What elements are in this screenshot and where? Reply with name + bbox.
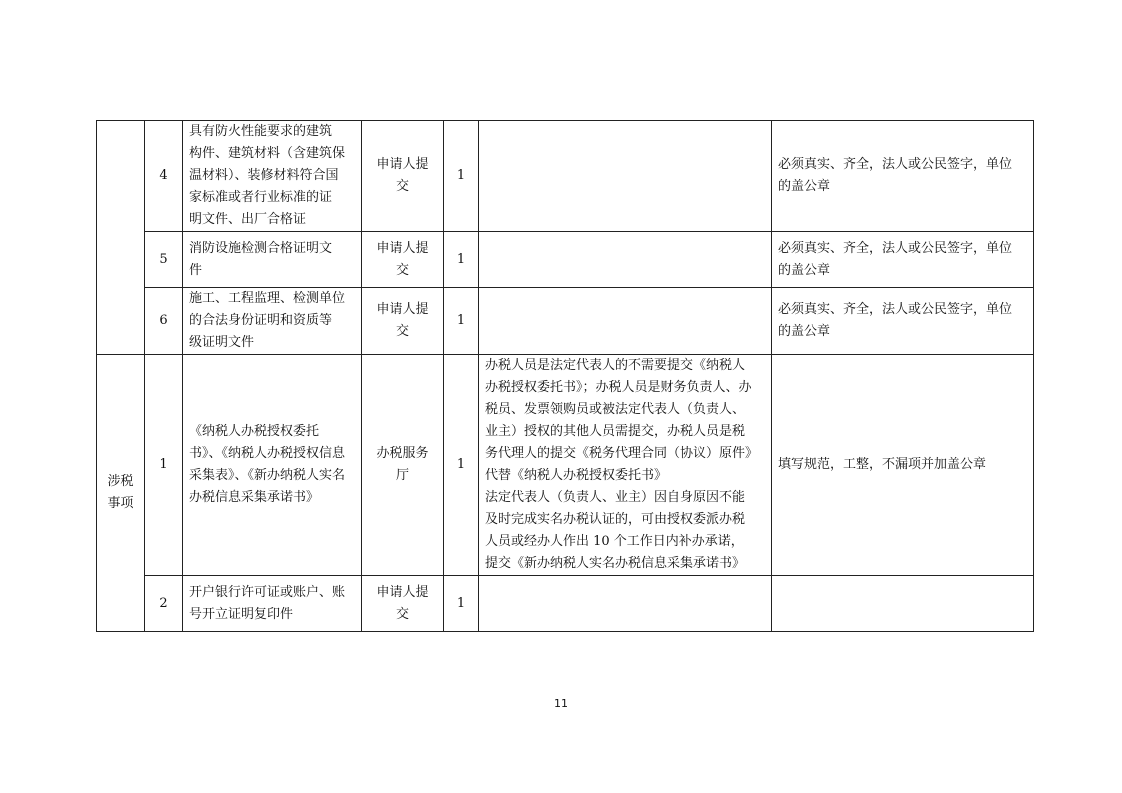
material-name-line: 采集表》、《新办纳税人实名	[189, 468, 346, 483]
material-note	[479, 576, 772, 632]
table-row	[97, 355, 1034, 576]
category-label-line: 事项	[107, 496, 134, 511]
copy-count: 1	[444, 121, 479, 232]
note-line: 代替《纳税人办税授权委托书》	[485, 468, 668, 483]
material-name-line: 明文件、出厂合格证	[189, 212, 307, 227]
material-source	[362, 121, 444, 232]
copy-count: 1	[444, 576, 479, 632]
note-line: 业主）授权的其他人员需提交，办税人员是税	[485, 424, 746, 439]
material-source-line: 办税服务	[376, 446, 429, 461]
material-requirement	[772, 288, 1034, 355]
requirement-line: 填写规范，工整，不漏项并加盖公章	[778, 457, 987, 472]
material-note	[479, 355, 772, 576]
note-line: 税员、发票领购员或被法定代表人（负责人、	[485, 402, 746, 417]
material-requirement	[772, 232, 1034, 288]
note-line: 办税授权委托书》；办税人员是财务负责人、办	[485, 380, 752, 395]
requirement-line: 必须真实、齐全，法人或公民签字，单位	[778, 157, 1013, 172]
row-number: 4	[145, 121, 183, 232]
material-name	[183, 355, 362, 576]
material-source-line: 厅	[395, 468, 409, 483]
table-row	[97, 288, 1034, 355]
material-name	[183, 232, 362, 288]
copy-count: 1	[444, 232, 479, 288]
requirement-line: 的盖公章	[778, 262, 831, 278]
category-cell-tax	[97, 355, 145, 632]
row-number: 2	[145, 576, 183, 632]
requirement-line: 的盖公章	[778, 324, 831, 339]
material-requirement	[772, 355, 1034, 576]
category-label-line: 涉税	[107, 474, 134, 489]
material-requirement	[772, 121, 1034, 232]
note-line: 提交《新办纳税人实名办税信息采集承诺书》	[485, 556, 746, 571]
category-cell-blank	[97, 121, 145, 355]
material-source-line: 交	[395, 262, 409, 278]
note-line: 人员或经办人作出 10 个工作日内补办承诺，	[485, 534, 744, 549]
material-name-line: 办税信息采集承诺书》	[189, 490, 320, 505]
row-number: 1	[145, 355, 183, 576]
note-line: 办税人员是法定代表人的不需要提交《纳税人	[485, 358, 746, 373]
requirement-line: 的盖公章	[778, 179, 831, 194]
material-note	[479, 288, 772, 355]
material-name-line: 家标准或者行业标准的证	[189, 190, 333, 205]
row-number: 5	[145, 232, 183, 288]
material-note	[479, 121, 772, 232]
material-note	[479, 232, 772, 288]
material-requirement	[772, 576, 1034, 632]
material-name-line: 的合法身份证明和资质等	[189, 313, 333, 328]
material-source-line: 申请人提	[376, 157, 429, 172]
material-name-line: 级证明文件	[189, 335, 255, 350]
note-line: 务代理人的提交《税务代理合同（协议）原件》	[485, 446, 759, 461]
requirements-table	[96, 120, 1034, 632]
material-source-line: 交	[395, 324, 409, 339]
material-name	[183, 121, 362, 232]
material-source	[362, 232, 444, 288]
material-source	[362, 576, 444, 632]
material-source-line: 交	[395, 606, 409, 622]
material-name-line: 施工、工程监理、检测单位	[189, 291, 346, 306]
material-name-line: 温材料）、装修材料符合国	[189, 168, 339, 183]
material-name-line: 开户银行许可证或账户、账	[189, 584, 346, 600]
material-name	[183, 576, 362, 632]
table-row	[97, 121, 1034, 232]
material-name-line: 具有防火性能要求的建筑	[189, 124, 333, 139]
note-line: 法定代表人（负责人、业主）因自身原因不能	[485, 490, 746, 505]
note-line: 及时完成实名办税认证的，可由授权委派办税	[485, 512, 746, 527]
material-name	[183, 288, 362, 355]
material-source-line: 申请人提	[376, 302, 429, 317]
page-number: 11	[554, 697, 568, 710]
material-name-line: 书》、《纳税人办税授权信息	[189, 446, 346, 461]
row-number: 6	[145, 288, 183, 355]
material-source-line: 申请人提	[376, 240, 429, 256]
copy-count: 1	[444, 288, 479, 355]
material-name-line: 构件、建筑材料（含建筑保	[189, 146, 346, 161]
table-row	[97, 232, 1034, 288]
copy-count: 1	[444, 355, 479, 576]
requirement-line: 必须真实、齐全，法人或公民签字，单位	[778, 302, 1013, 317]
material-source-line: 申请人提	[376, 584, 429, 600]
material-source	[362, 288, 444, 355]
table-row	[97, 576, 1034, 632]
material-name-line: 号开立证明复印件	[189, 606, 294, 622]
material-source-line: 交	[395, 179, 409, 194]
material-name-line: 《纳税人办税授权委托	[189, 424, 320, 439]
material-source	[362, 355, 444, 576]
material-name-line: 件	[189, 262, 203, 278]
requirement-line: 必须真实、齐全，法人或公民签字，单位	[778, 240, 1013, 256]
material-name-line: 消防设施检测合格证明文	[189, 240, 333, 256]
